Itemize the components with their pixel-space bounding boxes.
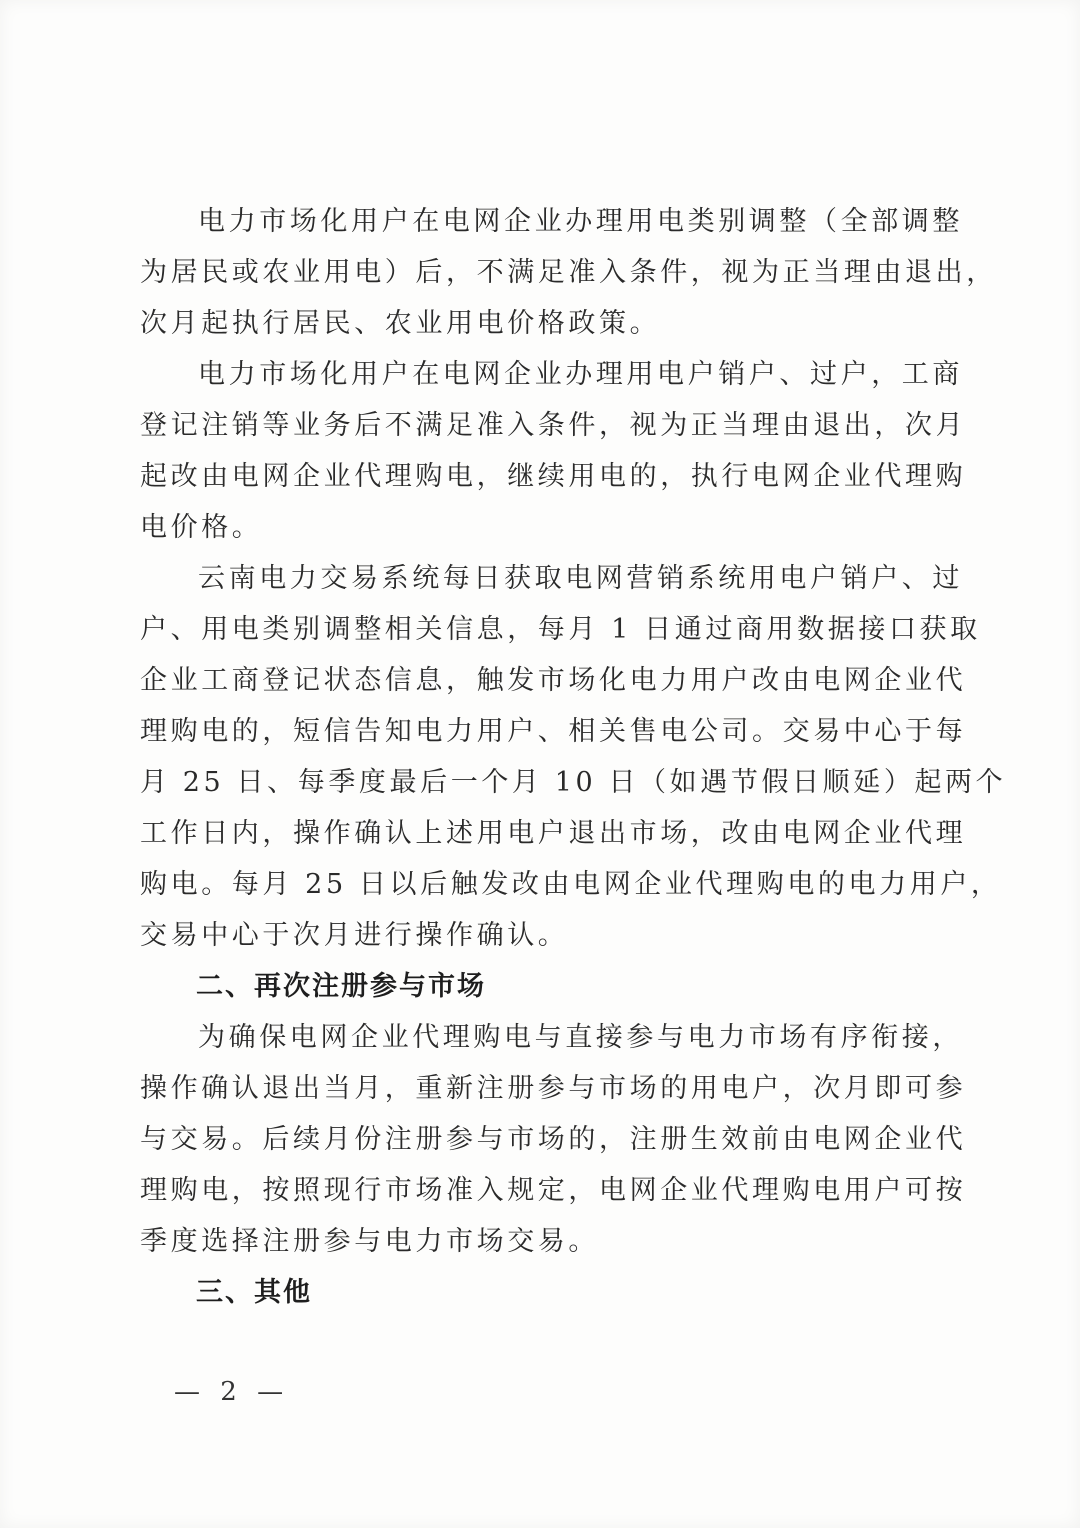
paragraph-2-line-2: 登记注销等业务后不满足准入条件，视为正当理由退出，次月 — [140, 410, 967, 441]
paragraph-3-line-2: 户、用电类别调整相关信息，每月 1 日通过商用数据接口获取 — [140, 614, 981, 645]
section-heading-2: 二、再次注册参与市场 — [196, 971, 486, 1002]
page-number: — 2 — — [174, 1377, 290, 1407]
paragraph-4-line-4: 理购电，按照现行市场准入规定，电网企业代理购电用户可按 — [140, 1175, 967, 1206]
paragraph-3-line-7: 购电。每月 25 日以后触发改由电网企业代理购电的电力用户， — [140, 869, 1002, 900]
paragraph-1-line-2: 为居民或农业用电）后，不满足准入条件，视为正当理由退出， — [140, 257, 997, 288]
paragraph-2-line-3: 起改由电网企业代理购电，继续用电的，执行电网企业代理购 — [140, 461, 967, 492]
paragraph-3-line-4: 理购电的，短信告知电力用户、相关售电公司。交易中心于每 — [140, 716, 967, 747]
paragraph-2-line-1: 电力市场化用户在电网企业办理用电户销户、过户，工商 — [198, 359, 963, 390]
paragraph-1-line-3: 次月起执行居民、农业用电价格政策。 — [140, 308, 661, 339]
paragraph-1-line-1: 电力市场化用户在电网企业办理用电类别调整（全部调整 — [198, 206, 963, 237]
paragraph-3-line-1: 云南电力交易系统每日获取电网营销系统用电户销户、过 — [198, 563, 963, 594]
paragraph-2-line-4: 电价格。 — [140, 512, 263, 543]
paragraph-3-line-5: 月 25 日、每季度最后一个月 10 日（如遇节假日顺延）起两个 — [140, 767, 1007, 798]
paragraph-4-line-2: 操作确认退出当月，重新注册参与市场的用电户，次月即可参 — [140, 1073, 967, 1104]
section-heading-3: 三、其他 — [196, 1277, 312, 1308]
paragraph-3-line-6: 工作日内，操作确认上述用电户退出市场，改由电网企业代理 — [140, 818, 967, 849]
paragraph-3-line-8: 交易中心于次月进行操作确认。 — [140, 920, 569, 951]
paragraph-4-line-3: 与交易。后续月份注册参与市场的，注册生效前由电网企业代 — [140, 1124, 967, 1155]
paragraph-4-line-1: 为确保电网企业代理购电与直接参与电力市场有序衔接， — [198, 1022, 963, 1053]
paragraph-4-line-5: 季度选择注册参与电力市场交易。 — [140, 1226, 599, 1257]
paragraph-3-line-3: 企业工商登记状态信息，触发市场化电力用户改由电网企业代 — [140, 665, 967, 696]
